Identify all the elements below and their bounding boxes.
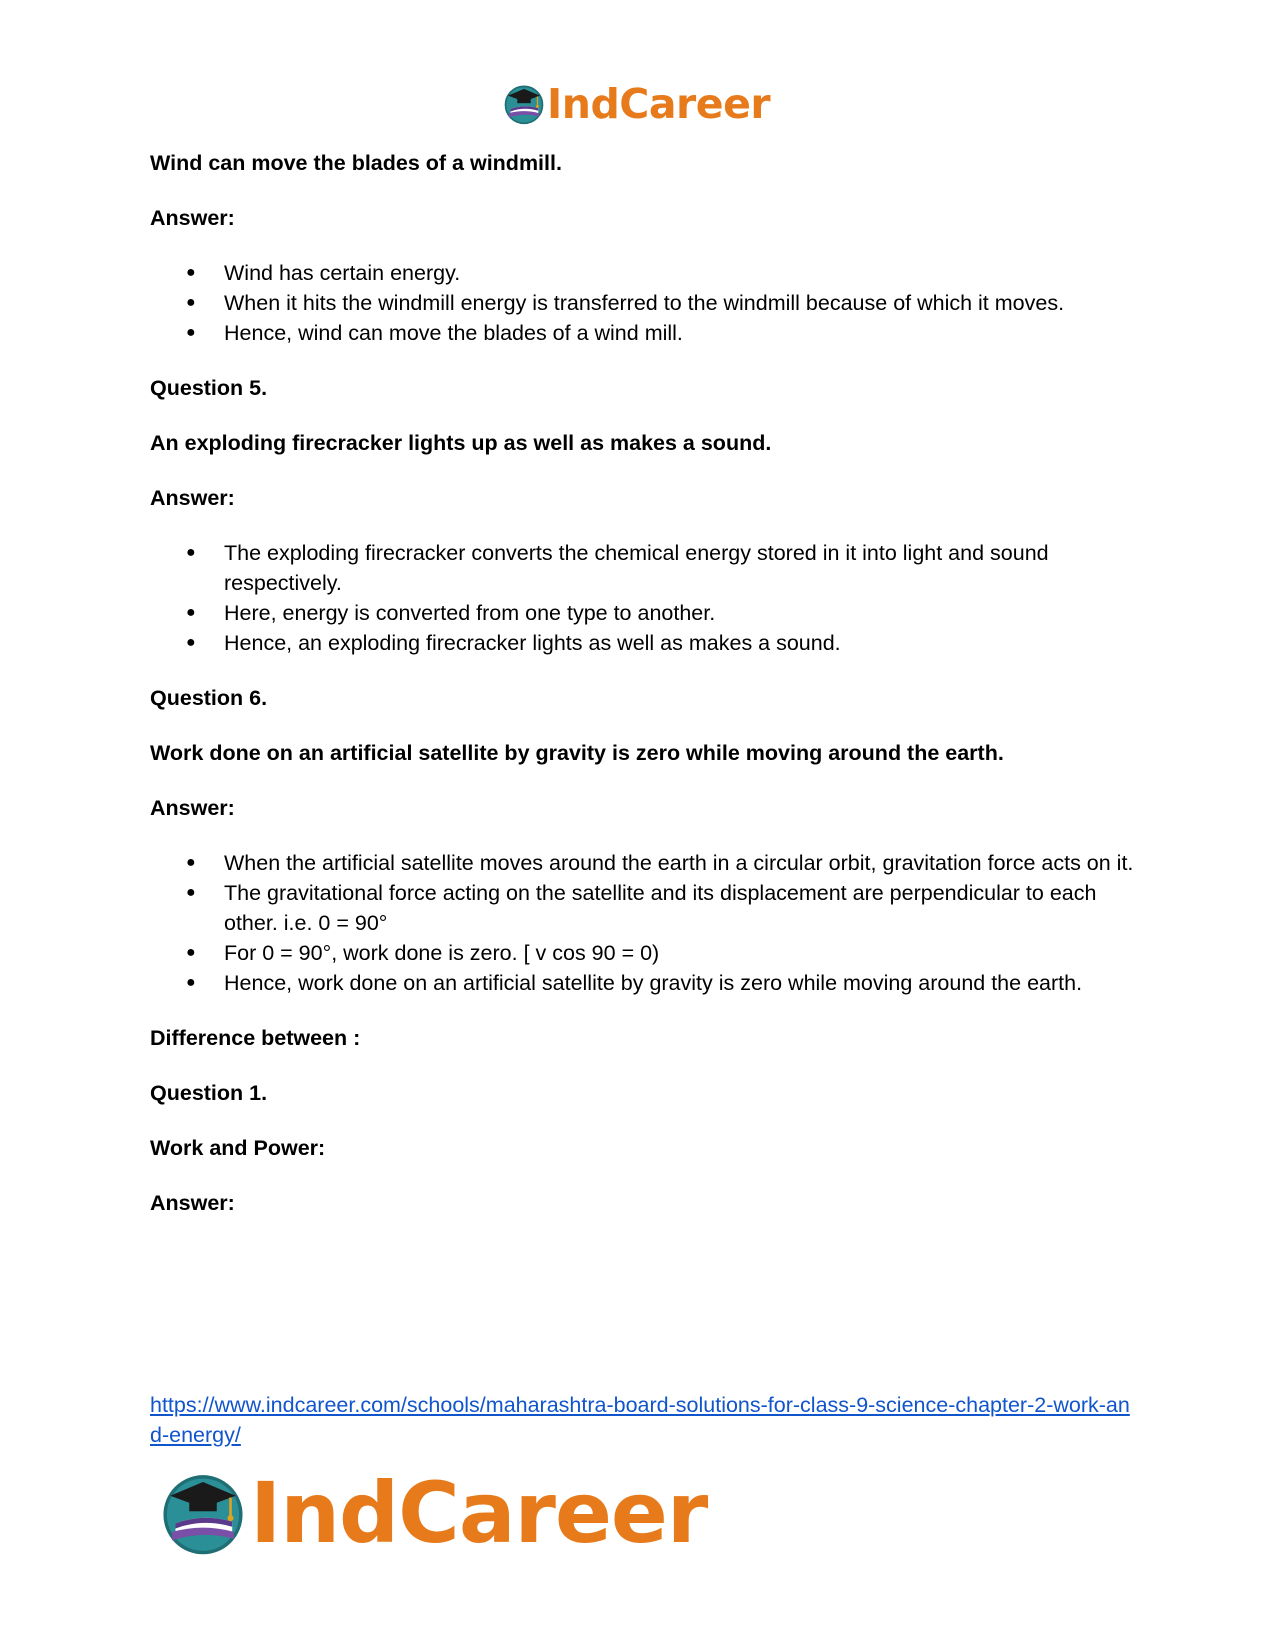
list-item: ● When it hits the windmill energy is transferred to the windmill because of which it moves. bbox=[150, 288, 1140, 318]
paragraph: Answer: bbox=[150, 486, 235, 510]
footer-logo bbox=[160, 1464, 708, 1562]
graduation-cap-books-icon bbox=[503, 83, 545, 125]
bullet-list bbox=[150, 848, 1140, 998]
paragraph: Work and Power: bbox=[150, 1136, 326, 1160]
header-logo bbox=[503, 80, 770, 128]
bullet-list bbox=[150, 258, 1140, 348]
document-body bbox=[150, 148, 1140, 1243]
paragraph: Question 1. bbox=[150, 1081, 268, 1105]
paragraph: Wind can move the blades of a windmill. bbox=[150, 151, 562, 175]
paragraph: Answer: bbox=[150, 796, 235, 820]
paragraph: Work done on an artificial satellite by gravity is zero while moving around the earth. bbox=[150, 741, 1004, 765]
paragraph: Question 5. bbox=[150, 376, 268, 400]
source-url-link[interactable]: https://www.indcareer.com/schools/maharashtra-board-solutions-for-class-9-science-chapter-2-work-and-energy/ bbox=[150, 1393, 1130, 1447]
paragraph: Answer: bbox=[150, 1191, 235, 1215]
list-item: ● The exploding firecracker converts the chemical energy stored in it into light and sound respectively. bbox=[150, 538, 1140, 598]
list-item: ● Hence, wind can move the blades of a wind mill. bbox=[150, 318, 1140, 348]
paragraph: Difference between : bbox=[150, 1026, 361, 1050]
paragraph: An exploding firecracker lights up as well as makes a sound. bbox=[150, 431, 772, 455]
list-item: ● Hence, an exploding firecracker lights as well as makes a sound. bbox=[150, 628, 1140, 658]
list-item: ● When the artificial satellite moves around the earth in a circular orbit, gravitation force acts on it. bbox=[150, 848, 1140, 878]
paragraph: Question 6. bbox=[150, 686, 268, 710]
graduation-cap-books-icon bbox=[160, 1470, 246, 1556]
logo-wordmark: IndCareer bbox=[547, 79, 771, 128]
list-item: ● For 0 = 90°, work done is zero. [ v cos 90 = 0) bbox=[150, 938, 1140, 968]
bullet-list bbox=[150, 538, 1140, 658]
paragraph: Answer: bbox=[150, 206, 235, 230]
list-item: ● Here, energy is converted from one type to another. bbox=[150, 598, 1140, 628]
logo-wordmark: IndCareer bbox=[250, 1464, 708, 1562]
list-item: ● The gravitational force acting on the satellite and its displacement are perpendicular to each other. i.e. 0 = 90° bbox=[150, 878, 1140, 938]
list-item: ● Wind has certain energy. bbox=[150, 258, 1140, 288]
list-item: ● Hence, work done on an artificial satellite by gravity is zero while moving around the earth. bbox=[150, 968, 1140, 998]
